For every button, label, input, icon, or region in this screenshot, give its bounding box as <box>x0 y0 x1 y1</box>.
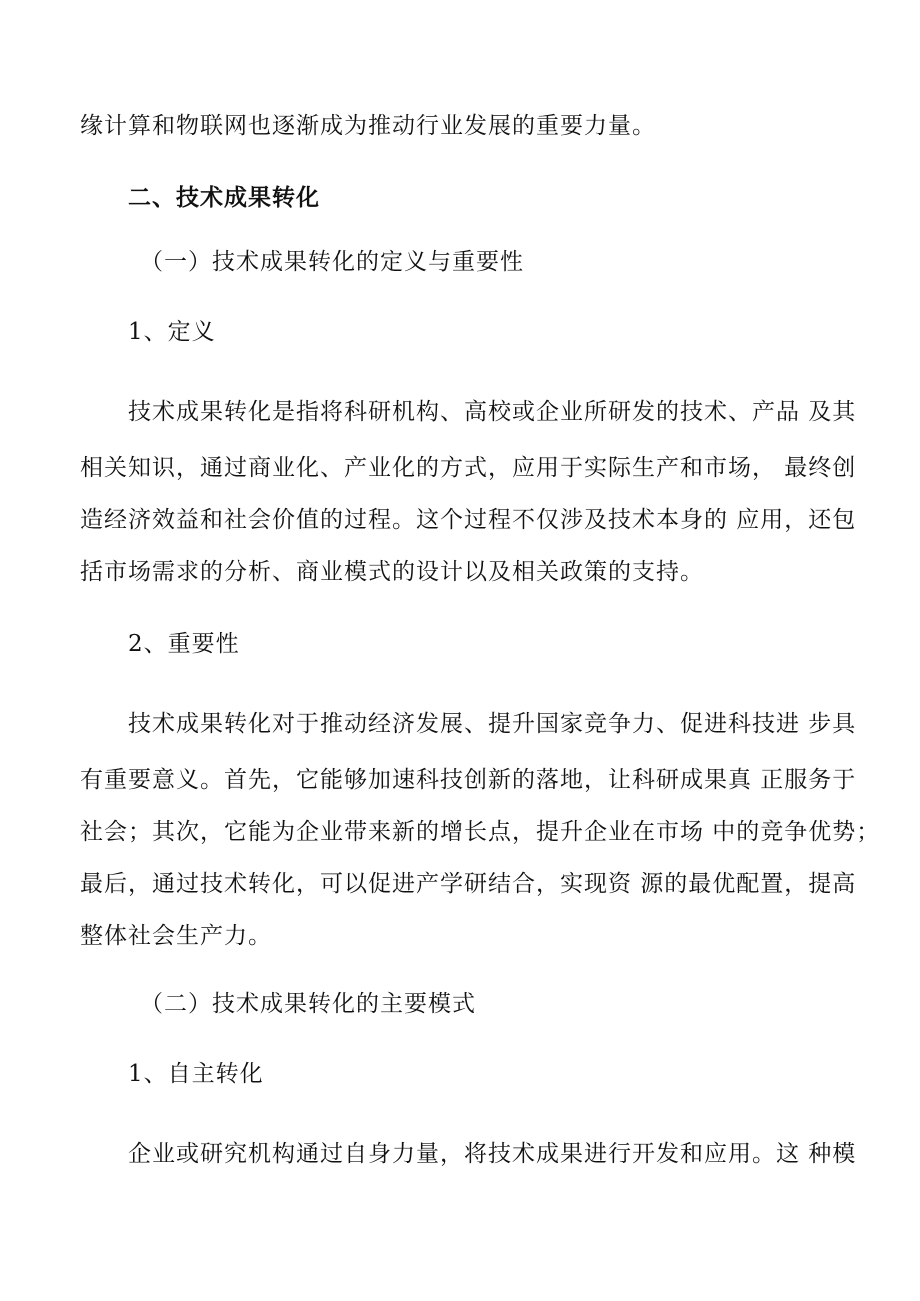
paragraph-line: 造经济效益和社会价值的过程。这个过程不仅涉及技术本身的 应用，还包 <box>80 507 857 533</box>
paragraph-line: 有重要意义。首先，它能够加速科技创新的落地，让科研成果真 正服务于 <box>80 767 857 793</box>
paragraph-line: 括市场需求的分析、商业模式的设计以及相关政策的支持。 <box>80 559 704 585</box>
item-heading: 2、重要性 <box>128 631 240 657</box>
subsection-heading: （一）技术成果转化的定义与重要性 <box>140 249 524 275</box>
paragraph-line: 整体社会生产力。 <box>80 923 272 949</box>
item-heading: 1、定义 <box>128 319 216 345</box>
paragraph-line: 企业或研究机构通过自身力量，将技术成果进行开发和应用。这 种模 <box>128 1141 857 1167</box>
paragraph-line: 技术成果转化对于推动经济发展、提升国家竞争力、促进科技进 步具 <box>128 711 857 737</box>
paragraph-line: 相关知识，通过商业化、产业化的方式，应用于实际生产和市场， 最终创 <box>80 455 857 481</box>
subsection-heading: （二）技术成果转化的主要模式 <box>140 991 476 1017</box>
section-heading: 二、技术成果转化 <box>128 184 320 211</box>
item-heading: 1、自主转化 <box>128 1061 264 1087</box>
paragraph-line: 社会；其次，它能为企业带来新的增长点，提升企业在市场 中的竞争优势； <box>80 819 881 845</box>
paragraph-line: 最后，通过技术转化，可以促进产学研结合，实现资 源的最优配置，提高 <box>80 871 857 897</box>
paragraph-line: 缘计算和物联网也逐渐成为推动行业发展的重要力量。 <box>80 113 656 139</box>
paragraph-line: 技术成果转化是指将科研机构、高校或企业所研发的技术、产品 及其 <box>128 399 857 425</box>
